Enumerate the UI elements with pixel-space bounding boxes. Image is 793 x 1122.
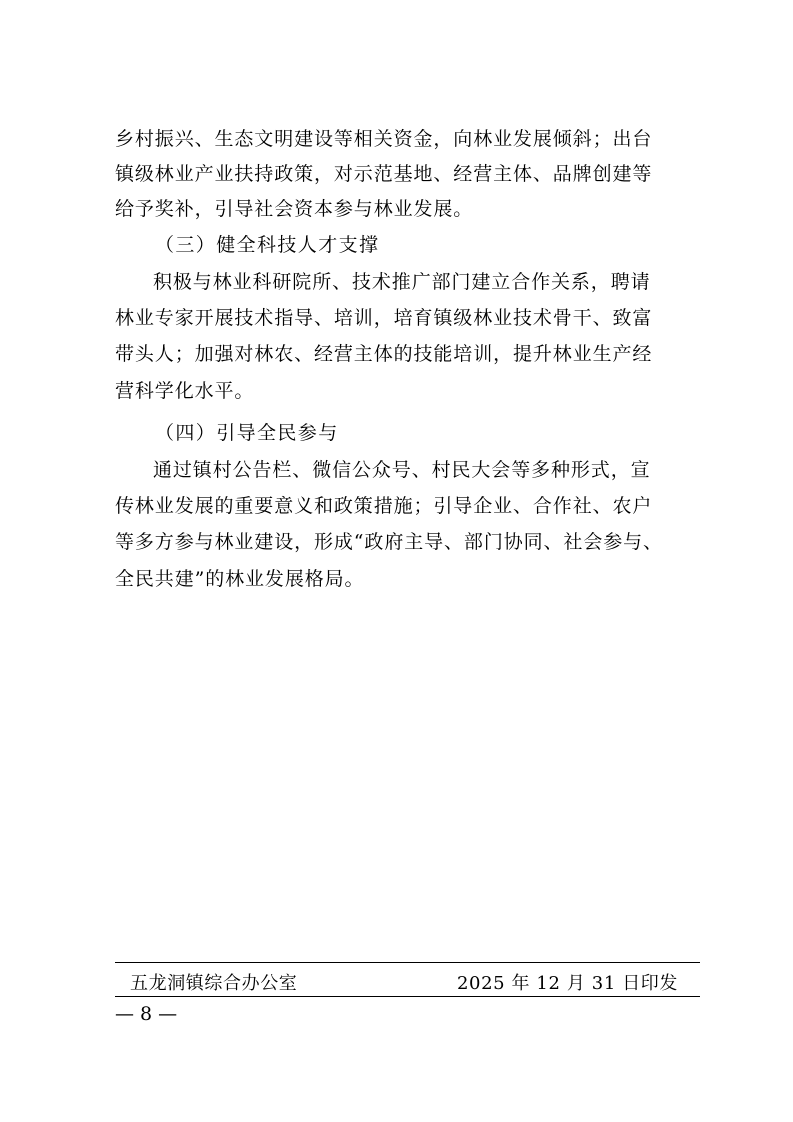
paragraph-line: 通过镇村公告栏、微信公众号、村民大会等多种形式，宣: [153, 459, 651, 481]
footer-bottom-rule: [115, 996, 700, 997]
paragraph-line: 营科学化水平。: [115, 380, 255, 402]
paragraph-line: 传林业发展的重要意义和政策措施；引导企业、合作社、农户: [115, 495, 653, 517]
paragraph-line: 镇级林业产业扶持政策，对示范基地、经营主体、品牌创建等: [115, 163, 653, 185]
paragraph-line: 乡村振兴、生态文明建设等相关资金，向林业发展倾斜；出台: [115, 128, 653, 150]
footer-issuer: 五龙洞镇综合办公室: [130, 973, 298, 994]
paragraph-line: 积极与林业科研院所、技术推广部门建立合作关系，聘请: [153, 271, 651, 293]
paragraph-line: 等多方参与林业建设，形成“政府主导、部门协同、社会参与、: [115, 531, 663, 553]
footer-top-rule: [115, 962, 700, 963]
paragraph-line: 全民共建”的林业发展格局。: [115, 568, 365, 590]
paragraph-line: 林业专家开展技术指导、培训，培育镇级林业技术骨干、致富: [115, 307, 653, 329]
section-heading-4: （四）引导全民参与: [155, 422, 339, 444]
paragraph-line: 给予奖补，引导社会资本参与林业发展。: [115, 198, 474, 220]
page-number: — 8 —: [115, 1003, 178, 1025]
section-heading-3: （三）健全科技人才支撑: [155, 234, 380, 256]
footer-date: 2025 年 12 月 31 日印发: [456, 973, 678, 994]
paragraph-line: 带头人；加强对林农、经营主体的技能培训，提升林业生产经: [115, 343, 653, 365]
